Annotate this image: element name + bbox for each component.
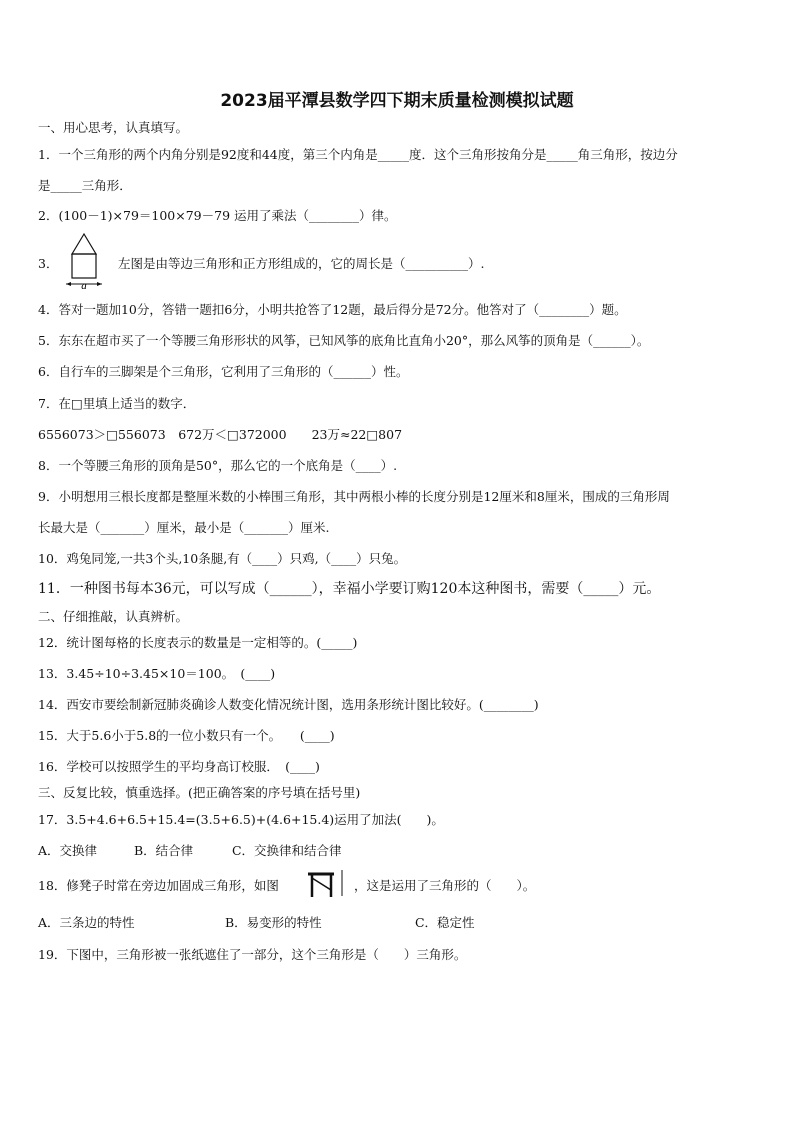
section-heading-2: 二、仔细推敲，认真辨析。 xyxy=(38,609,189,624)
question-17-options xyxy=(38,842,760,860)
figure-triangle xyxy=(72,234,96,254)
question-1-line-2: 是_____三角形． xyxy=(38,178,132,193)
option-18-c[interactable]: C．稳定性 xyxy=(414,915,475,930)
question-8: 8．一个等腰三角形的顶角是50°，那么它的一个底角是（____）. xyxy=(38,458,398,473)
question-19: 19．下图中，三角形被一张纸遮住了一部分，这个三角形是（ ）三角形。 xyxy=(38,947,467,962)
question-18-options xyxy=(38,914,760,932)
question-16: 16．学校可以按照学生的平均身高订校服． (____) xyxy=(38,759,320,774)
section-heading-3: 三、反复比较，慎重选择。(把正确答案的序号填在括号里) xyxy=(38,785,361,800)
option-18-a[interactable]: A．三条边的特性 xyxy=(38,915,135,930)
question-5: 5．东东在超市买了一个等腰三角形形状的风筝，已知风筝的底角比直角小20°，那么风筝的顶角是（______）。 xyxy=(38,333,650,348)
question-9-line-1: 9．小明想用三根长度都是整厘米数的小棒围三角形，其中两根小棒的长度分别是12厘米和8厘米，围成的三角形周 xyxy=(38,489,670,504)
question-3-text: 左图是由等边三角形和正方形组成的，它的周长是（__________）. xyxy=(118,256,485,271)
figure-square xyxy=(72,254,96,278)
question-17: 17．3.5+4.6+6.5+15.4=(3.5+6.5)+(4.6+15.4)运用了加法( )。 xyxy=(38,812,444,827)
question-7: 7．在□里填上适当的数字． xyxy=(38,396,196,411)
question-6: 6．自行车的三脚架是个三角形，它利用了三角形的（______）性。 xyxy=(38,364,409,379)
option-17-c[interactable]: C．交换律和结合律 xyxy=(231,843,342,858)
question-4: 4．答对一题加10分，答错一题扣6分，小明共抢答了12题，最后得分是72分。他答对了（________）题。 xyxy=(38,302,627,317)
option-17-b[interactable]: B．结合律 xyxy=(133,843,194,858)
option-18-b[interactable]: B．易变形的特性 xyxy=(224,915,322,930)
question-7-items: 6556073＞□556073 672万＜□372000 23万≈22□807 xyxy=(38,427,403,442)
question-9-line-2: 长最大是（_______）厘米，最小是（_______）厘米. xyxy=(38,520,330,535)
triangle-square-figure xyxy=(64,232,112,290)
question-11: 11．一种图书每本36元，可以写成（______），幸福小学要订购120本这种图书，需要（_____）元。 xyxy=(38,581,661,597)
section-heading-1: 一、用心思考，认真填写。 xyxy=(38,120,189,135)
question-15: 15．大于5.6小于5.8的一位小数只有一个。 (____) xyxy=(38,728,335,743)
question-1-line-1: 1．一个三角形的两个内角分别是92度和44度，第三个内角是_____度．这个三角形按角分是_____角三角形，按边分 xyxy=(38,147,678,162)
figure-label-a: a xyxy=(81,280,87,290)
stool-brace xyxy=(312,878,331,890)
question-10: 10．鸡兔同笼,一共3个头,10条腿,有（____）只鸡,（____）只兔。 xyxy=(38,551,407,566)
question-2: 2．(100－1)×79＝100×79－79 运用了乘法（________）律。 xyxy=(38,208,397,223)
question-13: 13．3.45÷10÷3.45×10＝100。 (____) xyxy=(38,666,276,681)
figure-arrow-left xyxy=(66,282,71,286)
question-18-part-1: 18．修凳子时常在旁边加固成三角形，如图 xyxy=(38,878,279,893)
question-3-number: 3． xyxy=(38,256,59,271)
page-title: 2023届平潭县数学四下期末质量检测模拟试题 xyxy=(220,91,574,111)
question-14: 14．西安市要绘制新冠肺炎确诊人数变化情况统计图，选用条形统计图比较好。(________) xyxy=(38,697,539,712)
stool-figure xyxy=(306,868,346,898)
question-12: 12．统计图每格的长度表示的数量是一定相等的。(_____) xyxy=(38,635,358,650)
question-18-part-2: ，这是运用了三角形的（ ）。 xyxy=(354,878,536,893)
option-17-a[interactable]: A．交换律 xyxy=(38,843,98,858)
figure-arrow-right xyxy=(97,282,102,286)
